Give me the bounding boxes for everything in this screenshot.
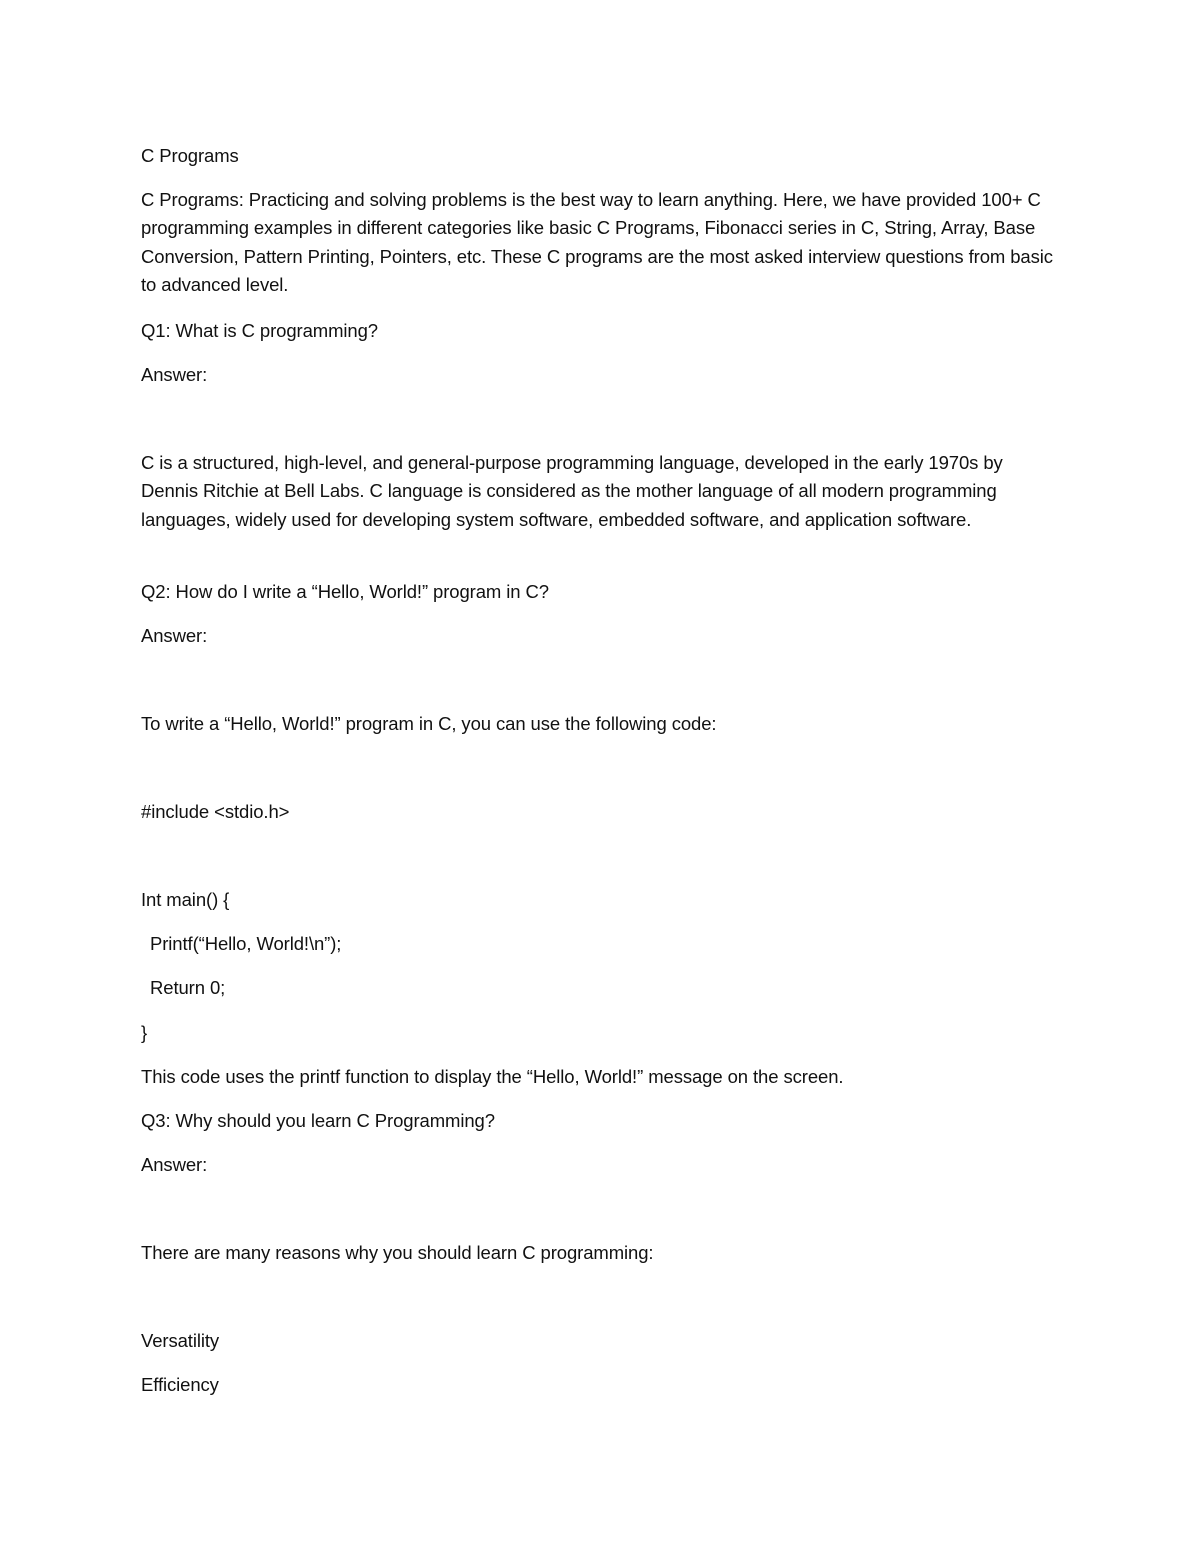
code-include-line: #include <stdio.h> — [141, 801, 290, 822]
q1-answer-text: C is a structured, high-level, and general-purpose programming language, developed in the early 1970s by Dennis Ritchie at Bell Labs. C language is considered as the mother language of all modern programming languages, widely used for developing system software, embedded software, and application software. — [141, 452, 1003, 530]
code-printf-line: Printf(“Hello, World!\n”); — [150, 933, 342, 954]
q2-answer-intro: To write a “Hello, World!” program in C, you can use the following code: — [141, 713, 717, 734]
code-close-line: } — [141, 1022, 148, 1043]
q3-answer-label: Answer: — [141, 1154, 208, 1175]
q2-answer-label: Answer: — [141, 625, 208, 646]
q2-answer-outro: This code uses the printf function to display the “Hello, World!” message on the screen. — [141, 1066, 844, 1087]
code-main-line: Int main() { — [141, 889, 230, 910]
intro-paragraph: C Programs: Practicing and solving problems is the best way to learn anything. Here, we have provided 100+ C programming examples in different categories like basic C Programs, Fibonacci series in C, String, Array, Base Conversion, Pattern Printing, Pointers, etc. These C programs are the most asked interview questions from basic to advanced level. — [141, 189, 1053, 295]
q1-answer-label: Answer: — [141, 364, 208, 385]
q3-answer-intro: There are many reasons why you should learn C programming: — [141, 1242, 654, 1263]
document-title: C Programs — [141, 145, 239, 166]
q3-question: Q3: Why should you learn C Programming? — [141, 1110, 495, 1131]
code-return-line: Return 0; — [150, 977, 226, 998]
q1-question: Q1: What is C programming? — [141, 320, 378, 341]
reason-item: Versatility — [141, 1330, 220, 1351]
q2-question: Q2: How do I write a “Hello, World!” program in C? — [141, 581, 549, 602]
reason-item: Efficiency — [141, 1374, 219, 1395]
